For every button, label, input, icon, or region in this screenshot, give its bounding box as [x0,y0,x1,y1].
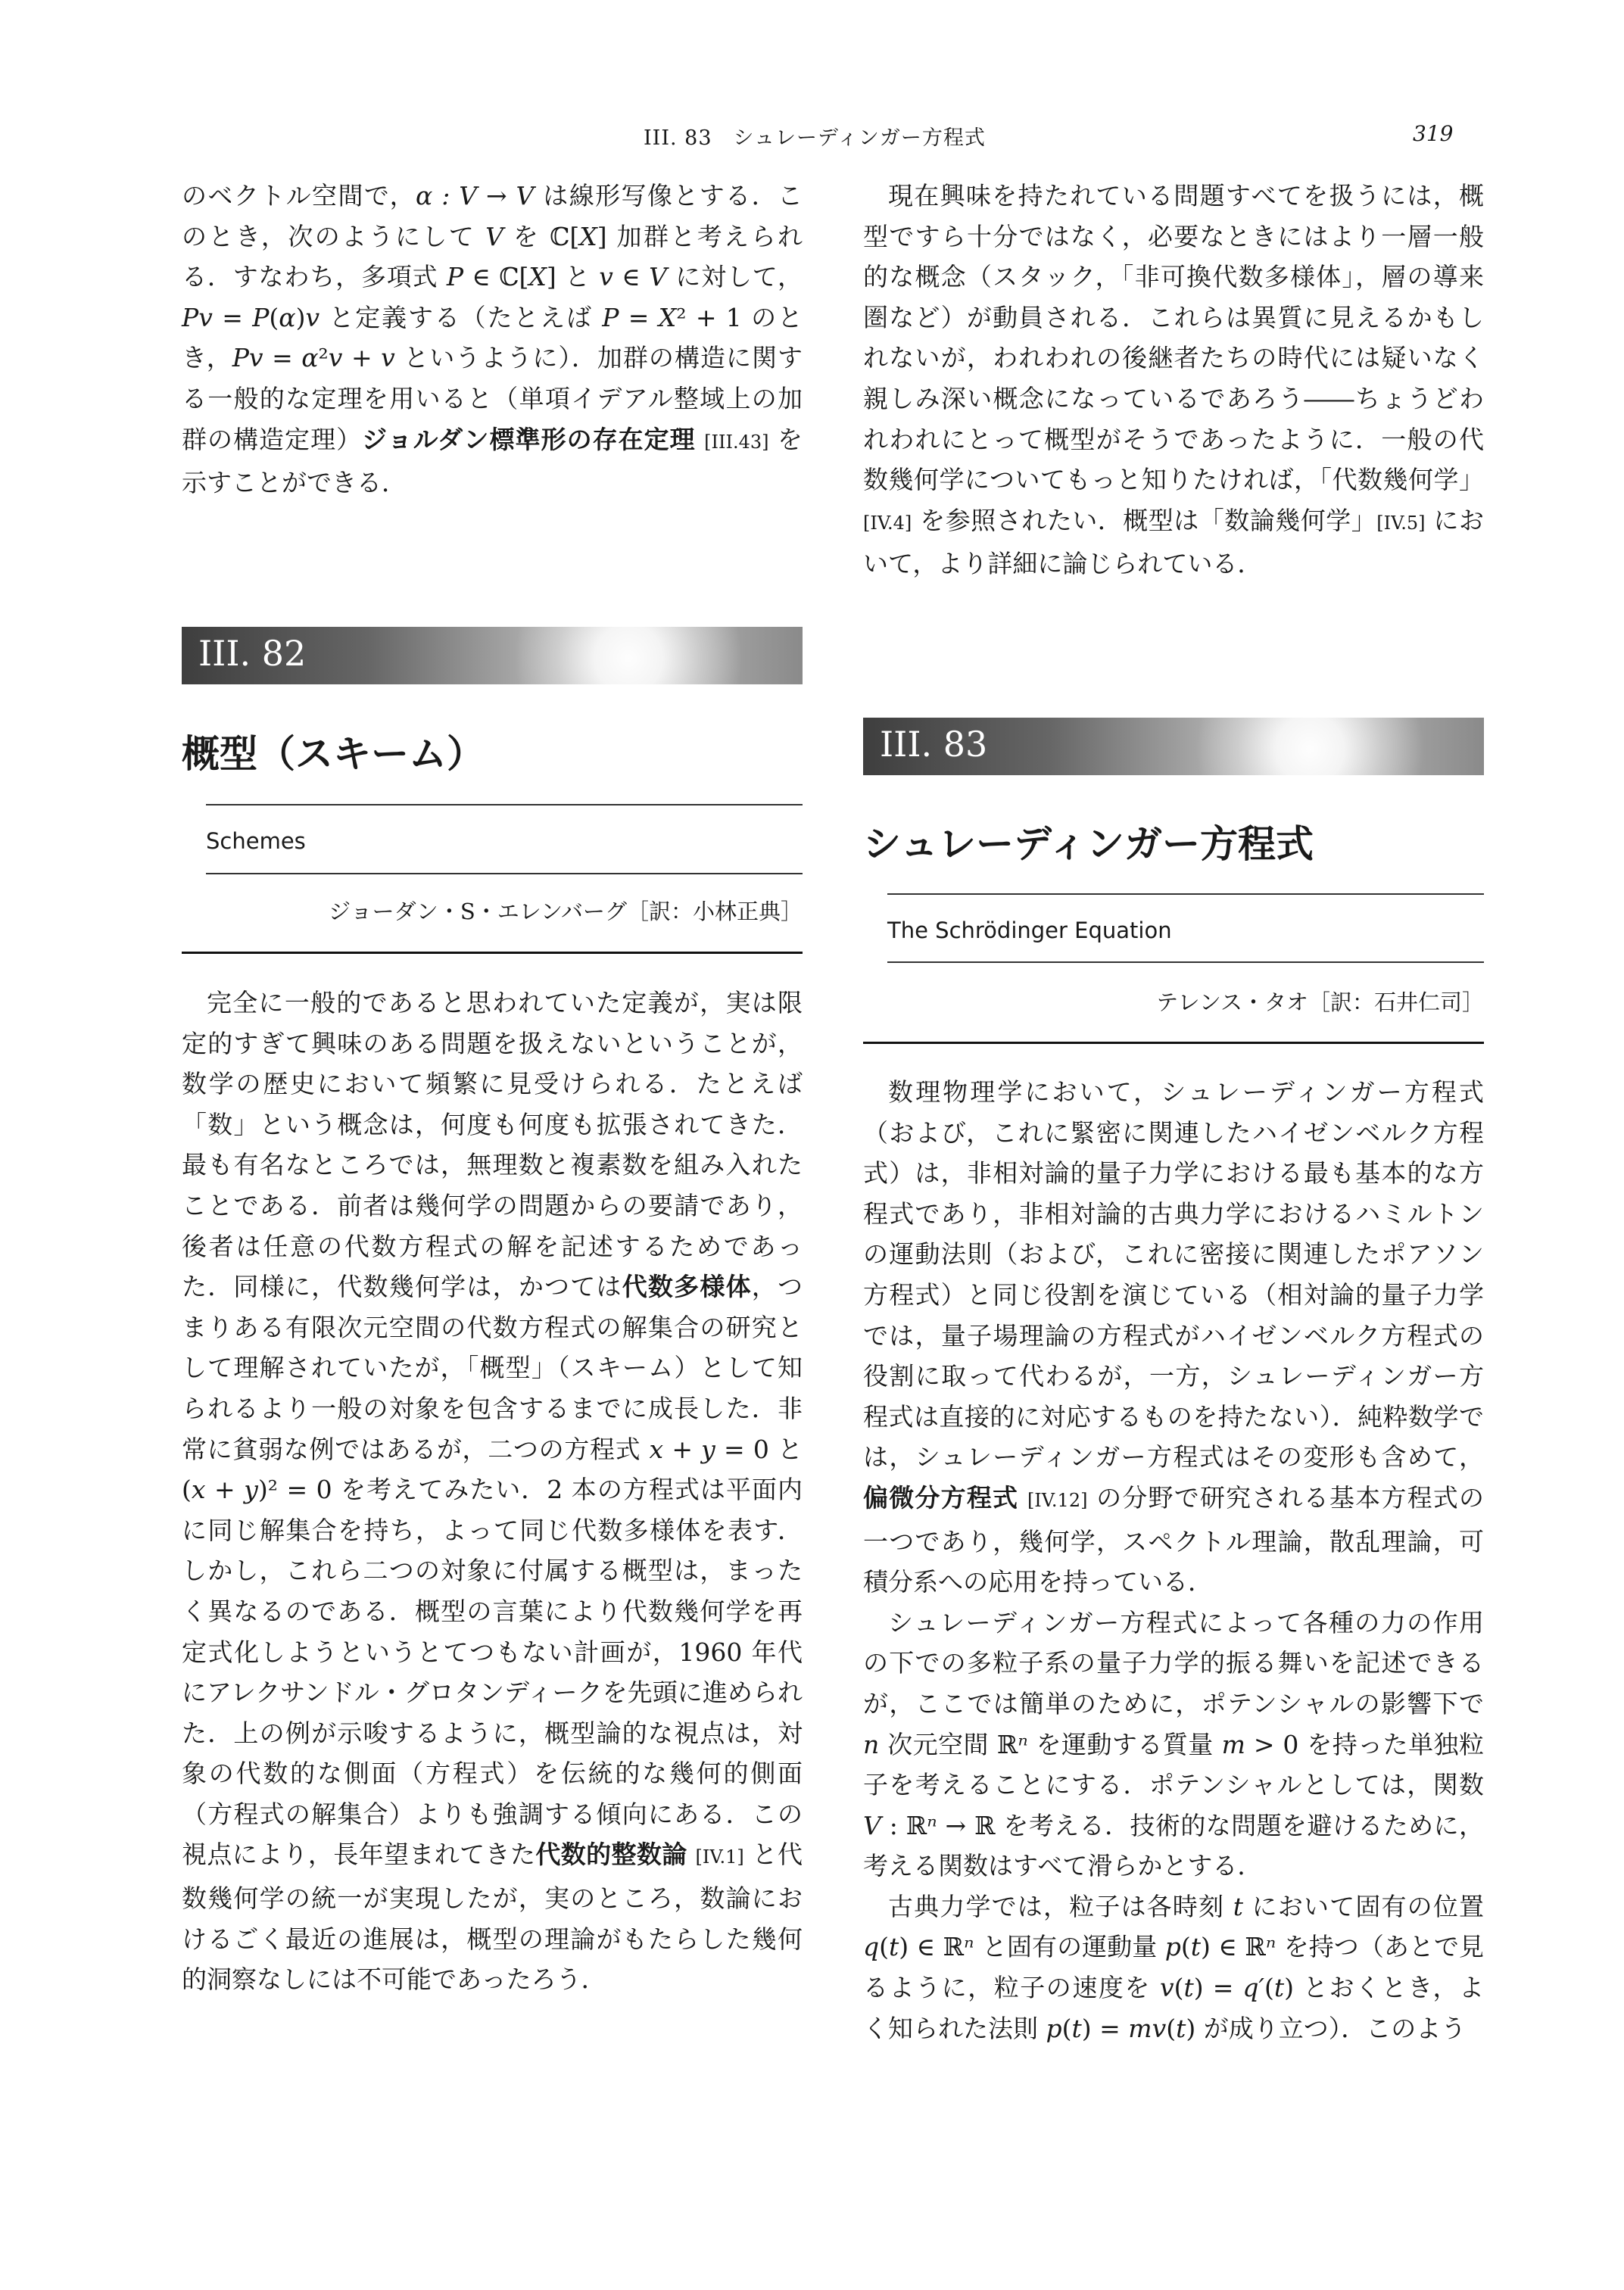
math-symbol: m [1221,1729,1245,1759]
math-symbol: v [381,343,395,373]
math-symbol: t [889,1932,899,1962]
math-symbol: ⁿ [1265,1932,1276,1962]
text-run: = [619,302,659,332]
cross-reference: [IV.1] [695,1846,744,1868]
text-run: に対して， [666,262,803,292]
math-symbol: ⁿ [964,1932,974,1962]
text-run [1018,1483,1027,1513]
math-symbol: mv [1128,2013,1167,2043]
cross-reference: [IV.12] [1027,1489,1088,1511]
cross-reference: [IV.5] [1376,512,1426,534]
text-run: ，つまりある有限次元空間の代数方程式の解集合の研究として理解されていたが，「概型」（スキーム）として知られるより一般の対象を包含するまでに成長した．非常に貧弱な例ではあるが，二つの方程式 [182,1272,803,1464]
text-run: ( [1264,1973,1274,2003]
text-run: ) が成り立つ）．このよう [1186,2013,1467,2043]
cross-reference: [III.43] [704,431,769,453]
running-header [0,121,1624,159]
math-symbol: t [1273,1973,1285,2003]
math-symbol: V [649,262,667,292]
text-run: ( [879,1932,889,1962]
author-credit: ジョーダン・S・エレンバーグ［訳：小林正典］ [329,899,803,924]
text-run: ² [318,343,329,373]
math-symbol: t [1071,2013,1082,2043]
math-symbol: v [1160,1973,1174,2003]
text-run: のベクトル空間で， [182,181,416,210]
math-symbol: v [328,343,343,373]
text-run: ² + 1 のとき， [182,302,803,373]
text-run: ) [295,302,306,332]
text-run: ( [1180,1932,1191,1962]
math-symbol: q [863,1932,880,1962]
math-symbol: Pv [182,302,213,332]
math-symbol: t [1190,1932,1202,1962]
math-symbol: y [701,1434,715,1464]
math-symbol: y [244,1475,258,1505]
text-run: ( [1174,1973,1184,2003]
math-symbol: ⁿ [1018,1729,1028,1759]
section-banner-III-82 [182,627,803,684]
divider [887,961,1484,963]
math-symbol: V [863,1810,881,1840]
text-run: + [205,1475,245,1505]
math-symbol: t [1233,1891,1244,1921]
divider [206,804,803,805]
body-paragraph [863,1603,1484,1887]
section-title: 概型（スキーム） [182,732,485,776]
text-run: + [663,1434,702,1464]
math-symbol: P [252,302,270,332]
section-banner-III-83 [863,718,1484,775]
text-run: → ℝ を考える．技術的な問題を避けるために，考える関数はすべて滑らかとする． [863,1810,1484,1881]
math-symbol: α [279,302,296,332]
math-symbol: Pv [232,343,263,373]
body-paragraph [863,1887,1484,2049]
text-run: ( [269,302,279,332]
divider [182,952,803,954]
text-run: ) = [1081,2013,1129,2043]
math-symbol: ⁿ [927,1810,937,1840]
right-continuation-paragraph [863,176,1484,584]
text-run: において，より詳細に論じられている． [863,505,1484,579]
text-run: と代数幾何学の統一が実現したが，実のところ，数論におけるごく最近の進展は，概型の理論がもたらした幾何的洞察なしには不可能であったろう． [182,1840,803,1995]
bold-term: 代数的整数論 [535,1840,687,1870]
text-run: ( [1166,2013,1177,2043]
text-run: を持つ（あとで見るように，粒子の速度を [863,1932,1484,2003]
text-run: : ℝ [881,1810,927,1840]
text-run: + [342,343,382,373]
bold-term: ジョルダン標準形の存在定理 [362,424,696,454]
text-run: 現在興味を持たれている問題すべてを扱うには，概型ですら十分ではなく，必要なときにはより一層一般的な概念（スタック，「非可換代数多様体」，層の導来圏など）が動員される．これらは異質に見えるかもしれないが，われわれの後継者たちの時代には疑いなく親しみ深い概念になっているであろう――ちょうどわれわれにとって概型がそうであったように．一般の代数幾何学についてもっと知りたければ，「代数幾何学」 [863,181,1484,495]
left-continuation-paragraph [182,176,803,503]
section-title: シュレーディンガー方程式 [863,822,1314,866]
text-run [687,1840,696,1869]
english-title: Schemes [206,828,306,854]
text-run: ) ∈ ℝ [1201,1932,1266,1962]
text-run: 次元空間 ℝ [879,1729,1018,1759]
text-run: と定義する（たとえば [320,302,603,332]
text-run: = [212,302,253,332]
text-run: において固有の位置 [1243,1891,1484,1921]
body-paragraph [863,1072,1484,1603]
text-run: ∈ ℂ[ [463,262,529,292]
text-run: 完全に一般的であると思われていた定義が，実は限定的すぎて興味のある問題を扱えないということが，数学の歴史において頻繁に見受けられる．たとえば「数」という概念は，何度も何度も拡張されてきた．最も有名なところでは，無理数と複素数を組み入れたことである．前者は幾何学の問題からの要請であり，後者は任意の代数方程式の解を記述するためであった．同様に，代数幾何学は，かつては [182,988,803,1302]
math-symbol: x [649,1434,664,1464]
text-run: )² = 0 を考えてみたい．2 本の方程式は平面内に同じ解集合を持ち，よって同じ代数多様体を表す．しかし，これら二つの対象に付属する概型は，まったく異なるのである．概型の言葉により代数幾何学を再定式化しようというとてつもない計画が，1960 年代にアレクサンドル・グロタンディークを先頭に進められた．上の例が示唆するように，概型論的な視点は，対象の代数的な側面（方程式）を伝統的な幾何的側面（方程式の解集合）よりも強調する傾向にある．この視点により，長年望まれてきた [182,1475,803,1870]
text-run: 古典力学では，粒子は各時刻 [888,1891,1233,1921]
text-run: を示すことができる． [182,424,803,498]
english-title: The Schrödinger Equation [887,918,1172,943]
running-title: III. 83 シュレーディンガー方程式 [644,126,986,150]
text-run: ∈ [613,262,650,292]
text-run: ] と [546,262,600,292]
text-run: は線形写像とする．このとき，次のようにして [182,181,803,251]
math-symbol: α : V → V [416,181,535,210]
math-symbol: v [599,262,613,292]
math-symbol: α [301,343,319,373]
section-body [863,1072,1484,2049]
text-run: の分野で研究される基本方程式の一つであり，幾何学，スペクトル理論，散乱理論，可積分系への応用を持っている． [863,1482,1485,1597]
math-symbol: p [1164,1932,1181,1962]
text-run: ] 加群と考えられる．すなわち，多項式 [182,221,803,292]
section-number: III. 83 [880,724,988,765]
bold-term: 代数多様体 [622,1272,752,1302]
math-symbol: x [191,1475,206,1505]
text-run: シュレーディンガー方程式によって各種の力の作用の下での多粒子系の量子力学的振る舞いを記述できるが，ここでは簡単のために，ポテンシャルの影響下で [863,1607,1484,1718]
bold-term: 偏微分方程式 [863,1482,1019,1513]
divider [887,893,1484,895]
text-run: 数理物理学において，シュレーディンガー方程式（および，これに緊密に関連したハイゼンベルク方程式）は，非相対論的量子力学における最も基本的な方程式であり，非相対論的古典力学におけるハミルトンの運動法則（および，これに密接に関連したポアソン方程式）と同じ役割を演じている（相対論的量子力学では，量子場理論の方程式がハイゼンベルク方程式の役割に取って代わるが，一方，シュレーディンガー方程式は直接的に対応するものを持たない）．純粋数学では，シュレーディンガー方程式はその変形も含めて， [863,1077,1485,1472]
text-run: ( [1061,2013,1072,2043]
page-number: 319 [1413,121,1454,146]
divider [863,1042,1484,1044]
math-symbol: v [305,302,320,332]
text-run: というように）．加群の構造に関する一般的な定理を用いると（単項イデアル整域上の加群の構造定理） [182,343,803,454]
text-run: と固有の運動量 [974,1932,1165,1962]
math-symbol: p [1046,2013,1062,2043]
math-symbol: P [602,302,619,332]
text-run: を ℂ[ [503,221,580,251]
text-run: を参照されたい．概型は「数論幾何学」 [912,505,1377,535]
text-run: = 0 と ( [182,1434,803,1505]
math-symbol: X [528,262,547,292]
math-symbol: q′ [1242,1973,1265,2003]
cross-reference: [IV.4] [863,512,912,534]
math-symbol: X [658,302,677,332]
divider [206,873,803,874]
math-symbol: X [579,221,597,251]
section-body-paragraph [182,983,803,2000]
text-run: = [263,343,302,373]
text-run: > 0 を持った単独粒子を考えることにする．ポテンシャルとしては，関数 [863,1729,1484,1800]
text-run: ) ∈ ℝ [899,1932,965,1962]
math-symbol: n [863,1729,880,1759]
text-run [696,425,705,454]
math-symbol: t [1183,1973,1194,2003]
text-run: ) = [1193,1973,1243,2003]
math-symbol: t [1176,2013,1186,2043]
section-number: III. 82 [198,633,307,674]
math-symbol: P [446,262,464,292]
author-credit: テレンス・タオ［訳：石井仁司］ [1156,989,1484,1015]
math-symbol: V [485,221,503,251]
text-run: を運動する質量 [1027,1729,1222,1759]
text-run: ) とおくとき，よく知られた法則 [863,1973,1484,2043]
